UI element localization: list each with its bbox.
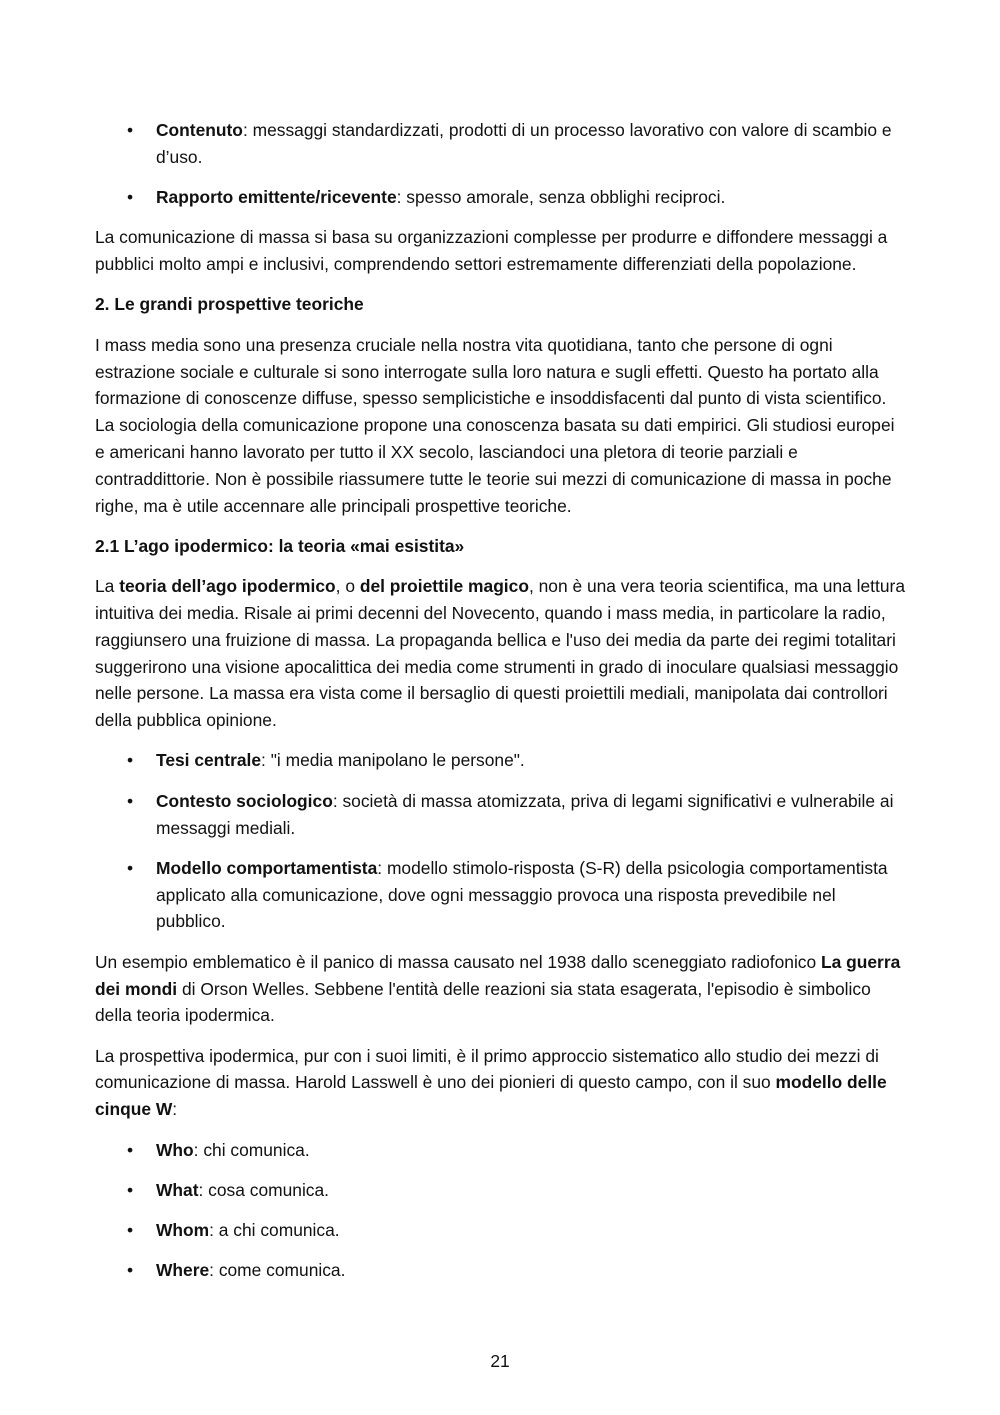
bold-term: teoria dell’ago ipodermico xyxy=(119,576,336,597)
paragraph-mass-communication: La comunicazione di massa si basa su organizzazioni complesse per produrre e diffondere messaggi a pubblici molto ampi e inclusivi, comprendendo settori estremamente differenziati della popolazione. xyxy=(95,227,888,275)
list-item-text: : a chi comunica. xyxy=(209,1220,340,1241)
list-item-term: Whom xyxy=(156,1220,210,1241)
bullet-icon: • xyxy=(126,1260,134,1281)
list-item-text: : modello stimolo-risposta (S-R) della psicologia comportamentista applicato alla comunicazione, dove ogni messaggio provoca una risposta prevedibile nel pubblico. xyxy=(156,857,888,932)
paragraph-mass-media: I mass media sono una presenza cruciale nella nostra vita quotidiana, tanto che persone di ogni estrazione sociale e culturale si sono interrogate sulla loro natura e sugli effetti. Questo ha portato alla formazione di conoscenze diffuse, spesso semplicistiche e insoddisfacenti dal punto di vista scientifico. La sociologia della comunicazione propone una conoscenza basata su dati empirici. Gli studiosi europei e americani hanno lavorato per tutto il XX secolo, lasciandoci una pletora di teorie parziali e contraddittorie. Non è possibile riassumere tutte le teorie sui mezzi di comunicazione di massa in poche righe, ma è utile accennare alle principali prospettive teoriche. xyxy=(95,334,895,516)
list-item-text: : spesso amorale, senza obblighi reciproci. xyxy=(396,187,726,208)
list-item-term: Contesto sociologico xyxy=(156,790,333,811)
text-span: , non è una vera teoria scientifica, ma una lettura intuitiva dei media. Risale ai primi decenni del Novecento, quando i mass media, in particolare la radio, raggiunsero una fruizione di massa. La propaganda bellica e l'uso dei media da parte dei regimi totalitari suggerirono una visione apocalittica dei media come strumenti in grado di inoculare qualsiasi messaggio nelle persone. La massa era vista come il bersaglio di questi proiettili mediali, manipolata dai controllori della pubblica opinione. xyxy=(95,576,905,731)
list-item xyxy=(95,1257,907,1284)
list-item-text: : "i media manipolano le persone". xyxy=(261,750,525,771)
list-item-term: Rapporto emittente/ricevente xyxy=(156,187,397,208)
subsection-heading: 2.1 L’ago ipodermico: la teoria «mai esistita» xyxy=(95,535,465,556)
bullet-icon: • xyxy=(126,750,134,771)
list-item-term: Modello comportamentista xyxy=(156,857,378,878)
paragraph-hypodermic-needle xyxy=(95,573,907,734)
bullet-icon: • xyxy=(126,790,134,811)
bold-term: La guerra dei mondi xyxy=(95,951,901,999)
list-item-term: Tesi centrale xyxy=(156,750,262,771)
bullet-icon: • xyxy=(126,120,134,140)
list-item-term: Contenuto xyxy=(156,120,243,140)
list-item xyxy=(95,1217,907,1244)
list-item-term: Who xyxy=(156,1139,194,1160)
list-item xyxy=(95,788,907,842)
text-span: di Orson Welles. Sebbene l'entità delle reazioni sia stata esagerata, l'episodio è simbolico della teoria ipodermica. xyxy=(95,978,871,1026)
list-item-text: : come comunica. xyxy=(209,1260,346,1281)
list-item-text: : messaggi standardizzati, prodotti di un processo lavorativo con valore di scambio e d’uso. xyxy=(156,120,892,167)
text-span: La xyxy=(95,576,120,597)
bullet-list-hypodermic-features xyxy=(95,747,907,935)
bullet-list-five-w xyxy=(95,1137,907,1285)
bullet-icon: • xyxy=(126,1139,134,1160)
list-item-term: What xyxy=(156,1179,199,1200)
text-span: Un esempio emblematico è il panico di massa causato nel 1938 dallo sceneggiato radiofonico xyxy=(95,951,822,972)
bold-term: del proiettile magico xyxy=(359,576,529,597)
paragraph-war-of-the-worlds xyxy=(95,949,907,1029)
bullet-icon: • xyxy=(126,187,134,208)
text-span: La prospettiva ipodermica, pur con i suoi limiti, è il primo approccio sistematico allo studio dei mezzi di comunicazione di massa. Harold Lasswell è uno dei pionieri di questo campo, con il suo xyxy=(95,1045,879,1093)
list-item-text: : chi comunica. xyxy=(193,1139,310,1160)
list-item xyxy=(95,117,907,171)
bullet-icon: • xyxy=(126,1220,134,1241)
list-item xyxy=(95,1177,907,1204)
document-page-content xyxy=(95,117,907,1298)
bold-term: modello delle cinque W xyxy=(95,1072,887,1120)
list-item xyxy=(95,1137,907,1164)
section-heading: 2. Le grandi prospettive teoriche xyxy=(95,294,364,315)
bullet-list-media-characteristics xyxy=(95,117,907,211)
page-number: 21 xyxy=(490,1351,510,1371)
list-item-text: : cosa comunica. xyxy=(198,1179,330,1200)
list-item xyxy=(95,184,907,211)
list-item xyxy=(95,855,907,935)
list-item xyxy=(95,747,907,774)
bullet-icon: • xyxy=(126,857,134,878)
text-span: , o xyxy=(335,576,360,597)
list-item-term: Where xyxy=(156,1260,210,1281)
text-span: : xyxy=(172,1099,178,1120)
list-item-text: : società di massa atomizzata, priva di legami significativi e vulnerabile ai messaggi mediali. xyxy=(156,790,894,838)
paragraph-lasswell xyxy=(95,1043,907,1123)
bullet-icon: • xyxy=(126,1179,134,1200)
